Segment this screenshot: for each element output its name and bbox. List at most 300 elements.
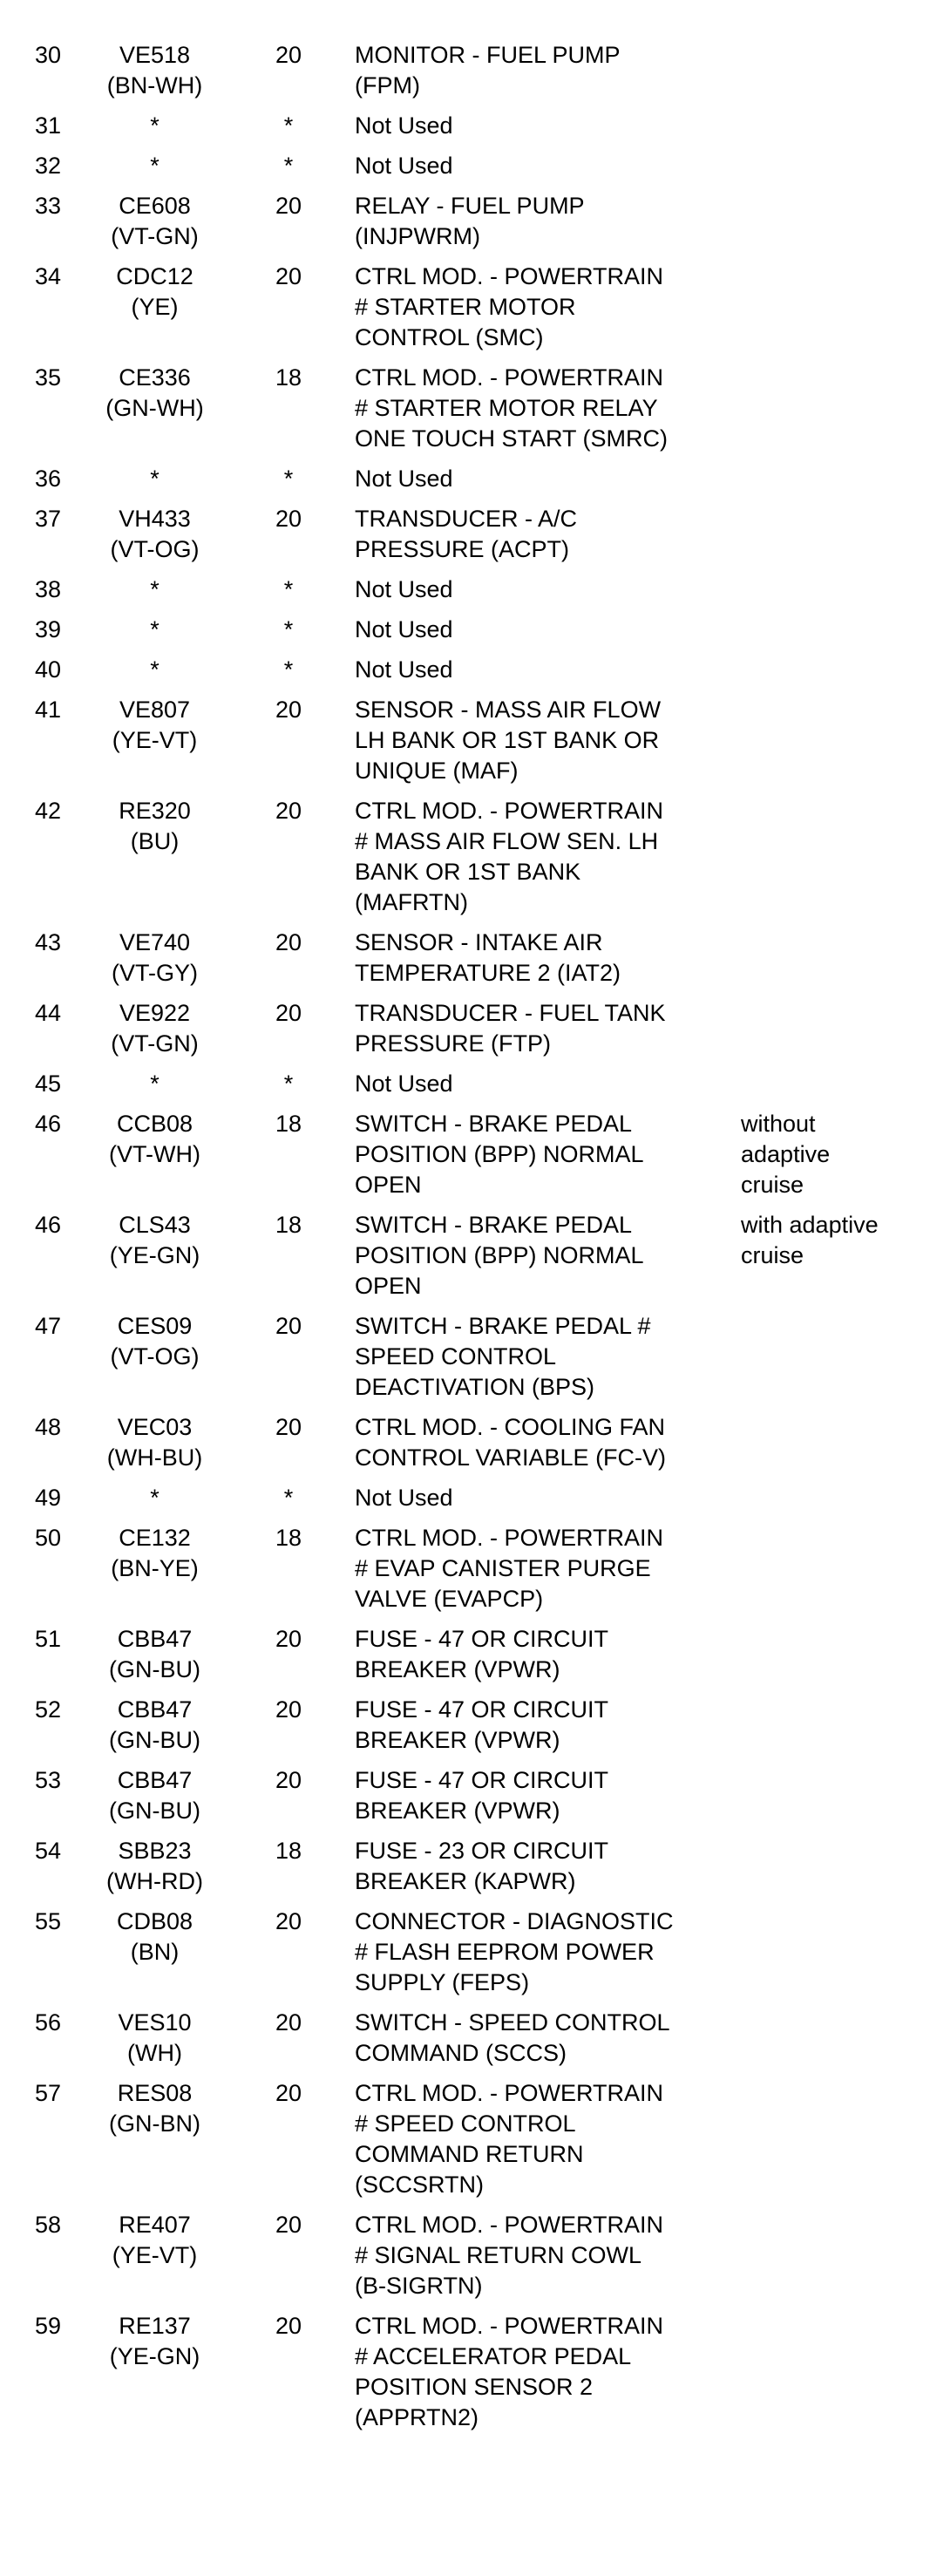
- wire-gauge: 18: [275, 1525, 302, 1551]
- wire-color: (BN): [130, 1939, 180, 1965]
- circuit-function: [355, 655, 734, 695]
- function-line: CONNECTOR - DIAGNOSTIC: [355, 1908, 674, 1934]
- pin-number: 33: [35, 193, 62, 219]
- circuit-note: [734, 151, 930, 191]
- circuit-id: *: [150, 112, 160, 139]
- function-line: # EVAP CANISTER PURGE: [355, 1555, 651, 1581]
- pin-number: 47: [35, 1313, 62, 1339]
- pin-number: 41: [35, 697, 62, 723]
- pin-number: 43: [35, 929, 62, 955]
- circuit-function: [355, 363, 734, 464]
- wire-color: (BN-WH): [106, 72, 203, 99]
- circuit-cell: [87, 928, 222, 998]
- function-line: CTRL MOD. - POWERTRAIN: [355, 2080, 664, 2106]
- function-line: BANK OR 1ST BANK: [355, 859, 581, 885]
- circuit-cell: [87, 1311, 222, 1412]
- circuit-function: [355, 151, 734, 191]
- pin-number: 53: [35, 1767, 62, 1793]
- circuit-id: CBB47: [117, 1696, 193, 1723]
- pin-number: 54: [35, 1838, 62, 1864]
- circuit-id: *: [150, 576, 160, 602]
- circuit-function: [355, 2311, 734, 2443]
- note-line: adaptive: [741, 1141, 831, 1167]
- wire-gauge: 20: [275, 929, 302, 955]
- wire-gauge: 20: [275, 2009, 302, 2036]
- circuit-id: CDC12: [116, 263, 193, 289]
- pin-row: [0, 1069, 930, 1109]
- circuit-cell: [87, 1836, 222, 1907]
- pin-row: [0, 695, 930, 796]
- circuit-note: [734, 1412, 930, 1483]
- pin-row: [0, 464, 930, 504]
- circuit-note: [734, 2078, 930, 2210]
- wire-color: (BN-YE): [111, 1555, 199, 1581]
- function-line: # FLASH EEPROM POWER: [355, 1939, 655, 1965]
- circuit-id: CE608: [119, 193, 191, 219]
- circuit-function: [355, 1836, 734, 1907]
- pin-row: [0, 998, 930, 1069]
- circuit-function: [355, 1483, 734, 1523]
- circuit-function: [355, 40, 734, 111]
- wire-color: (GN-BU): [109, 1656, 200, 1682]
- circuit-note: [734, 1109, 930, 1210]
- pin-row: [0, 2078, 930, 2210]
- circuit-function: [355, 504, 734, 574]
- circuit-id: VEC03: [117, 1414, 193, 1440]
- function-line: TRANSDUCER - FUEL TANK: [355, 1000, 666, 1026]
- wire-color: (BU): [130, 828, 180, 854]
- circuit-note: [734, 111, 930, 151]
- function-line: FUSE - 47 OR CIRCUIT: [355, 1626, 609, 1652]
- circuit-note: [734, 574, 930, 615]
- circuit-id: CDB08: [116, 1908, 193, 1934]
- connector-pinout-table: [0, 40, 930, 2443]
- circuit-cell: [87, 2311, 222, 2443]
- pin-row: [0, 574, 930, 615]
- pin-row: [0, 504, 930, 574]
- pin-number: 48: [35, 1414, 62, 1440]
- function-line: CTRL MOD. - POWERTRAIN: [355, 798, 664, 824]
- function-line: (MAFRTN): [355, 889, 468, 915]
- circuit-note: [734, 363, 930, 464]
- pin-row: [0, 191, 930, 262]
- pin-number: 30: [35, 42, 62, 68]
- circuit-id: RE320: [119, 798, 191, 824]
- circuit-note: [734, 2311, 930, 2443]
- circuit-note: [734, 796, 930, 928]
- pin-row: [0, 40, 930, 111]
- wire-gauge: 20: [275, 2212, 302, 2238]
- wire-gauge: 20: [275, 2313, 302, 2339]
- pin-number: 36: [35, 466, 62, 492]
- circuit-cell: [87, 40, 222, 111]
- function-line: CTRL MOD. - POWERTRAIN: [355, 263, 664, 289]
- pin-row: [0, 1523, 930, 1624]
- pin-number: 57: [35, 2080, 62, 2106]
- function-line: BREAKER (VPWR): [355, 1656, 560, 1682]
- function-line: TEMPERATURE 2 (IAT2): [355, 960, 621, 986]
- circuit-function: [355, 1311, 734, 1412]
- circuit-note: [734, 1907, 930, 2008]
- function-line: # STARTER MOTOR: [355, 294, 576, 320]
- pin-number: 37: [35, 506, 62, 532]
- function-line: CONTROL (SMC): [355, 324, 544, 350]
- pin-number: 49: [35, 1485, 62, 1511]
- pin-row: [0, 1695, 930, 1765]
- circuit-function: [355, 262, 734, 363]
- pin-row: [0, 111, 930, 151]
- wire-color: (VT-GN): [111, 223, 199, 249]
- circuit-note: [734, 1210, 930, 1311]
- function-line: PRESSURE (ACPT): [355, 536, 570, 562]
- wire-gauge: 20: [275, 1696, 302, 1723]
- function-line: Not Used: [355, 616, 453, 642]
- circuit-function: [355, 615, 734, 655]
- wire-gauge: *: [283, 656, 294, 683]
- function-line: MONITOR - FUEL PUMP: [355, 42, 621, 68]
- circuit-function: [355, 1109, 734, 1210]
- circuit-id: CES09: [117, 1313, 193, 1339]
- circuit-cell: [87, 1483, 222, 1523]
- pin-row: [0, 2210, 930, 2311]
- circuit-id: VE518: [119, 42, 191, 68]
- circuit-cell: [87, 1412, 222, 1483]
- pin-number: 56: [35, 2009, 62, 2036]
- wire-color: (YE-GN): [109, 2343, 200, 2369]
- circuit-note: [734, 1695, 930, 1765]
- circuit-note: [734, 504, 930, 574]
- circuit-cell: [87, 2210, 222, 2311]
- wire-color: (WH-BU): [106, 1444, 203, 1471]
- function-line: SPEED CONTROL: [355, 1343, 557, 1370]
- circuit-note: [734, 655, 930, 695]
- circuit-note: [734, 1523, 930, 1624]
- circuit-id: *: [150, 1485, 160, 1511]
- pin-number: 40: [35, 656, 62, 683]
- circuit-cell: [87, 796, 222, 928]
- function-line: BREAKER (VPWR): [355, 1727, 560, 1753]
- wire-gauge: 20: [275, 798, 302, 824]
- function-line: OPEN: [355, 1172, 422, 1198]
- circuit-function: [355, 1523, 734, 1624]
- function-line: (SCCSRTN): [355, 2172, 484, 2198]
- circuit-function: [355, 796, 734, 928]
- circuit-note: [734, 1624, 930, 1695]
- wire-gauge: 20: [275, 2080, 302, 2106]
- wire-color: (WH): [127, 2040, 182, 2066]
- wire-gauge: 20: [275, 506, 302, 532]
- pin-number: 58: [35, 2212, 62, 2238]
- circuit-id: *: [150, 153, 160, 179]
- wire-gauge: *: [283, 576, 294, 602]
- wire-color: (YE-VT): [112, 2242, 198, 2268]
- pin-row: [0, 928, 930, 998]
- function-line: RELAY - FUEL PUMP: [355, 193, 585, 219]
- wire-gauge: *: [283, 466, 294, 492]
- circuit-note: [734, 2008, 930, 2078]
- wire-color: (YE-VT): [112, 727, 198, 753]
- circuit-id: CCB08: [116, 1111, 193, 1137]
- circuit-cell: [87, 1695, 222, 1765]
- wire-gauge: 18: [275, 1838, 302, 1864]
- function-line: POSITION (BPP) NORMAL: [355, 1242, 644, 1268]
- pin-number: 31: [35, 112, 62, 139]
- circuit-note: [734, 615, 930, 655]
- circuit-id: VE740: [119, 929, 191, 955]
- pin-number: 46: [35, 1111, 62, 1137]
- function-line: SWITCH - BRAKE PEDAL #: [355, 1313, 651, 1339]
- circuit-cell: [87, 363, 222, 464]
- wire-gauge: 18: [275, 1212, 302, 1238]
- function-line: (INJPWRM): [355, 223, 480, 249]
- circuit-id: CE132: [119, 1525, 191, 1551]
- wire-color: (VT-OG): [110, 536, 200, 562]
- circuit-cell: [87, 695, 222, 796]
- wire-color: (WH-RD): [106, 1868, 203, 1894]
- circuit-note: [734, 191, 930, 262]
- circuit-id: RES08: [117, 2080, 193, 2106]
- pin-row: [0, 151, 930, 191]
- wire-gauge: *: [283, 616, 294, 642]
- function-line: Not Used: [355, 1071, 453, 1097]
- function-line: SWITCH - SPEED CONTROL: [355, 2009, 670, 2036]
- note-line: cruise: [741, 1242, 804, 1268]
- pin-number: 51: [35, 1626, 62, 1652]
- circuit-cell: [87, 1624, 222, 1695]
- circuit-function: [355, 1210, 734, 1311]
- function-line: CTRL MOD. - COOLING FAN: [355, 1414, 666, 1440]
- circuit-note: [734, 2210, 930, 2311]
- note-line: with adaptive: [741, 1212, 879, 1238]
- circuit-cell: [87, 615, 222, 655]
- note-line: cruise: [741, 1172, 804, 1198]
- wire-color: (VT-GY): [112, 960, 198, 986]
- circuit-cell: [87, 191, 222, 262]
- function-line: (APPRTN2): [355, 2404, 479, 2430]
- function-line: POSITION (BPP) NORMAL: [355, 1141, 644, 1167]
- circuit-id: CLS43: [119, 1212, 191, 1238]
- circuit-id: SBB23: [118, 1838, 192, 1864]
- circuit-function: [355, 2078, 734, 2210]
- pin-row: [0, 2311, 930, 2443]
- function-line: UNIQUE (MAF): [355, 758, 519, 784]
- function-line: (B-SIGRTN): [355, 2273, 483, 2299]
- function-line: ONE TOUCH START (SMRC): [355, 425, 669, 452]
- function-line: BREAKER (VPWR): [355, 1798, 560, 1824]
- circuit-cell: [87, 111, 222, 151]
- pin-row: [0, 1836, 930, 1907]
- circuit-cell: [87, 464, 222, 504]
- circuit-cell: [87, 998, 222, 1069]
- function-line: SUPPLY (FEPS): [355, 1969, 530, 1995]
- wire-color: (VT-GN): [111, 1030, 199, 1057]
- function-line: (FPM): [355, 72, 420, 99]
- circuit-note: [734, 1836, 930, 1907]
- function-line: COMMAND RETURN: [355, 2141, 584, 2167]
- wire-gauge: 20: [275, 263, 302, 289]
- function-line: DEACTIVATION (BPS): [355, 1374, 595, 1400]
- function-line: LH BANK OR 1ST BANK OR: [355, 727, 660, 753]
- pin-number: 52: [35, 1696, 62, 1723]
- circuit-note: [734, 998, 930, 1069]
- circuit-note: [734, 262, 930, 363]
- function-line: CTRL MOD. - POWERTRAIN: [355, 364, 664, 391]
- function-line: POSITION SENSOR 2: [355, 2374, 594, 2400]
- circuit-id: VH433: [119, 506, 191, 532]
- wire-gauge: 20: [275, 1414, 302, 1440]
- wire-color: (GN-BU): [109, 1798, 200, 1824]
- circuit-cell: [87, 1109, 222, 1210]
- function-line: Not Used: [355, 466, 453, 492]
- note-line: without: [741, 1111, 816, 1137]
- circuit-cell: [87, 1765, 222, 1836]
- circuit-function: [355, 464, 734, 504]
- wire-gauge: *: [283, 153, 294, 179]
- pin-row: [0, 1109, 930, 1210]
- wire-color: (GN-WH): [105, 395, 204, 421]
- wire-color: (VT-OG): [110, 1343, 200, 1370]
- wire-color: (GN-BU): [109, 1727, 200, 1753]
- pin-row: [0, 1765, 930, 1836]
- pin-number: 32: [35, 153, 62, 179]
- function-line: SENSOR - INTAKE AIR: [355, 929, 603, 955]
- circuit-note: [734, 1069, 930, 1109]
- circuit-function: [355, 111, 734, 151]
- pin-row: [0, 1311, 930, 1412]
- function-line: COMMAND (SCCS): [355, 2040, 567, 2066]
- circuit-id: *: [150, 1071, 160, 1097]
- function-line: Not Used: [355, 153, 453, 179]
- function-line: # ACCELERATOR PEDAL: [355, 2343, 632, 2369]
- pin-number: 45: [35, 1071, 62, 1097]
- function-line: TRANSDUCER - A/C: [355, 506, 578, 532]
- pin-row: [0, 1907, 930, 2008]
- circuit-cell: [87, 504, 222, 574]
- circuit-note: [734, 695, 930, 796]
- wire-gauge: 18: [275, 1111, 302, 1137]
- pin-row: [0, 796, 930, 928]
- function-line: OPEN: [355, 1273, 422, 1299]
- circuit-id: VE807: [119, 697, 191, 723]
- wire-gauge: *: [283, 1485, 294, 1511]
- circuit-id: VES10: [118, 2009, 192, 2036]
- function-line: FUSE - 47 OR CIRCUIT: [355, 1696, 609, 1723]
- pin-number: 50: [35, 1525, 62, 1551]
- circuit-note: [734, 928, 930, 998]
- pin-row: [0, 1412, 930, 1483]
- pinout-rows: [0, 40, 930, 2443]
- pin-row: [0, 262, 930, 363]
- circuit-id: CE336: [119, 364, 191, 391]
- circuit-id: VE922: [119, 1000, 191, 1026]
- function-line: VALVE (EVAPCP): [355, 1586, 544, 1612]
- function-line: BREAKER (KAPWR): [355, 1868, 576, 1894]
- circuit-cell: [87, 2078, 222, 2210]
- wire-gauge: 20: [275, 1000, 302, 1026]
- wire-color: (YE): [131, 294, 179, 320]
- circuit-cell: [87, 262, 222, 363]
- circuit-cell: [87, 655, 222, 695]
- circuit-cell: [87, 151, 222, 191]
- function-line: FUSE - 23 OR CIRCUIT: [355, 1838, 609, 1864]
- circuit-id: *: [150, 656, 160, 683]
- circuit-cell: [87, 2008, 222, 2078]
- pin-number: 35: [35, 364, 62, 391]
- pin-row: [0, 1624, 930, 1695]
- wire-gauge: 20: [275, 1626, 302, 1652]
- wire-gauge: 20: [275, 42, 302, 68]
- circuit-function: [355, 1907, 734, 2008]
- function-line: CTRL MOD. - POWERTRAIN: [355, 1525, 664, 1551]
- wire-gauge: 20: [275, 1908, 302, 1934]
- circuit-cell: [87, 1069, 222, 1109]
- function-line: Not Used: [355, 1485, 453, 1511]
- function-line: Not Used: [355, 656, 453, 683]
- circuit-id: CBB47: [117, 1626, 193, 1652]
- circuit-id: CBB47: [117, 1767, 193, 1793]
- pin-row: [0, 1483, 930, 1523]
- pin-number: 39: [35, 616, 62, 642]
- pin-number: 42: [35, 798, 62, 824]
- circuit-function: [355, 2210, 734, 2311]
- function-line: # SIGNAL RETURN COWL: [355, 2242, 642, 2268]
- function-line: FUSE - 47 OR CIRCUIT: [355, 1767, 609, 1793]
- circuit-note: [734, 40, 930, 111]
- function-line: CONTROL VARIABLE (FC-V): [355, 1444, 667, 1471]
- pin-number: 38: [35, 576, 62, 602]
- function-line: # STARTER MOTOR RELAY: [355, 395, 658, 421]
- circuit-cell: [87, 1210, 222, 1311]
- circuit-id: RE407: [119, 2212, 191, 2238]
- pin-number: 55: [35, 1908, 62, 1934]
- pin-row: [0, 1210, 930, 1311]
- wire-gauge: 20: [275, 1313, 302, 1339]
- circuit-function: [355, 695, 734, 796]
- circuit-function: [355, 928, 734, 998]
- circuit-note: [734, 464, 930, 504]
- pin-row: [0, 655, 930, 695]
- pin-row: [0, 615, 930, 655]
- function-line: SWITCH - BRAKE PEDAL: [355, 1111, 633, 1137]
- pin-number: 59: [35, 2313, 62, 2339]
- circuit-function: [355, 574, 734, 615]
- function-line: CTRL MOD. - POWERTRAIN: [355, 2313, 664, 2339]
- wire-gauge: *: [283, 1071, 294, 1097]
- pin-number: 46: [35, 1212, 62, 1238]
- wire-gauge: 20: [275, 697, 302, 723]
- wire-gauge: 20: [275, 193, 302, 219]
- circuit-id: *: [150, 616, 160, 642]
- circuit-note: [734, 1311, 930, 1412]
- function-line: Not Used: [355, 576, 453, 602]
- function-line: PRESSURE (FTP): [355, 1030, 552, 1057]
- circuit-function: [355, 1069, 734, 1109]
- function-line: # SPEED CONTROL: [355, 2110, 576, 2137]
- circuit-function: [355, 1765, 734, 1836]
- circuit-cell: [87, 574, 222, 615]
- circuit-function: [355, 2008, 734, 2078]
- circuit-cell: [87, 1907, 222, 2008]
- pin-number: 34: [35, 263, 62, 289]
- circuit-function: [355, 191, 734, 262]
- function-line: SENSOR - MASS AIR FLOW: [355, 697, 662, 723]
- circuit-function: [355, 1695, 734, 1765]
- wire-gauge: *: [283, 112, 294, 139]
- wire-color: (YE-GN): [109, 1242, 200, 1268]
- circuit-function: [355, 998, 734, 1069]
- pin-row: [0, 2008, 930, 2078]
- function-line: # MASS AIR FLOW SEN. LH: [355, 828, 659, 854]
